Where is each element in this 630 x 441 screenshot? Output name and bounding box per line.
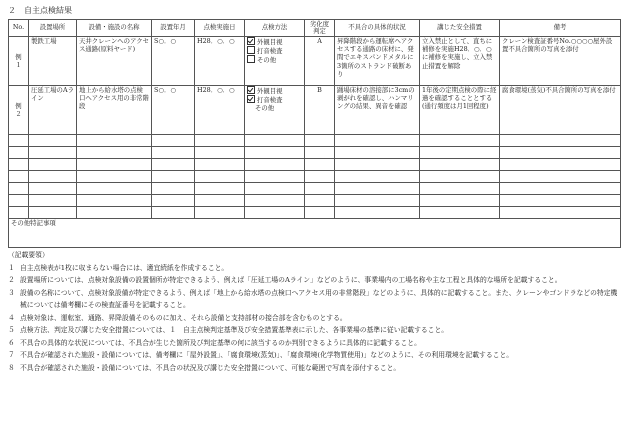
instruction-item: ２ 設置場所については、点検対象設備の設置個所が特定できるよう、例えば「圧延工場のAライン」などのように、事業場内の工場名称や主な工程と具体的な場所を記載すること。 (8, 276, 562, 284)
installed-cell: S○．○ (152, 37, 195, 86)
instruction-item: ４ 点検対象は、運転室、通路、昇降設備そのものに加え、それら設備と支持部材の接合部を含むものとする。 (8, 313, 347, 322)
method-cell (245, 86, 305, 135)
inspection-date-cell: H28．○．○ (195, 37, 245, 86)
method-option: 外観目視 (247, 86, 302, 95)
header-facility: 設備・施設の名称 (77, 20, 152, 37)
header-grade: 劣化度判定 (305, 20, 335, 37)
header-location: 設置場所 (29, 20, 77, 37)
header-inspection-date: 点検実施日 (195, 20, 245, 37)
installed-cell: S○．○ (152, 86, 195, 135)
blank-row (9, 195, 621, 207)
method-option: 打音検査 (247, 95, 302, 104)
facility-cell: 天井クレーンへのアクセス通路(原料ヤード) (77, 37, 152, 86)
location-cell: 圧延工場のAライン (29, 86, 77, 135)
instruction-item: ７ 不具合が確認された施設・設備については、備考欄に「屋外設置」、「腐食環境(蒸気)」、「腐食環境(化学物質使用)」などのように、その利用環境を記載すること。 (8, 351, 514, 359)
instruction-item: ３ 設備の名称について、点検対象設備が特定できるよう、例えば「地上から給水塔の点検口へアクセス用の非常階段」などのように、具体的に記載すること。また、クレーンやゴンドラなどの特定機械については備考欄にその検査証番号を記載すること。 (8, 288, 618, 309)
checkbox-icon[interactable] (247, 55, 255, 63)
header-installed: 設置年月 (152, 20, 195, 37)
instructions-heading: （記載要領） (8, 251, 49, 259)
table-row (9, 86, 621, 135)
method-option: その他 (255, 104, 275, 113)
table-row (9, 37, 621, 86)
instruction-item: １ 自主点検表が1枚に収まらない場合には、適宜続紙を作成すること。 (8, 263, 229, 272)
issue-cell: 踊場床材の溶接部に3cmの剥がれを確認し、ハンマリングの結果、異音を確認 (335, 86, 420, 135)
method-option: 外観目視 (247, 37, 302, 46)
issue-cell: 昇降階段から運転席へアクセスする通路の床材に、発間でエキスパンドメタルに3箇所のストランド破断あり (335, 37, 420, 86)
table-header-row (9, 20, 621, 37)
header-method: 点検方法 (245, 20, 305, 37)
method-cell (245, 37, 305, 86)
grade-cell: B (305, 86, 335, 135)
measure-cell: 1年後の定期点検の際に経過を確認することとする(通行頻度は月1回程度) (420, 86, 500, 135)
blank-row (9, 183, 621, 195)
blank-row (9, 159, 621, 171)
checkbox-icon[interactable] (247, 46, 255, 54)
header-issue: 不具合の具体的状況 (335, 20, 420, 37)
inspection-date-cell: H28．○．○ (195, 86, 245, 135)
section-title: ２ 自主点検結果 (8, 6, 72, 15)
blank-row (9, 207, 621, 219)
remarks-cell: 腐食環境(蒸気)不具合箇所の写真を添付 (500, 86, 621, 135)
other-notes-label: その他特記事項 (11, 219, 56, 227)
row-number: 例 ２ (9, 86, 29, 135)
header-no: No. (9, 20, 29, 37)
row-number: 例 １ (9, 37, 29, 86)
instruction-item: ５ 点検方法、判定及び講じた安全措置については、１ 自主点検判定基準及び安全措置基準表に示した、各事業場の基準に従い記載すること。 (8, 326, 449, 334)
header-remarks: 備考 (500, 20, 621, 37)
instruction-item: ８ 不具合が確認された施設・設備については、不具合の状況及び講じた安全措置について、可能な範囲で写真を添付すること。 (8, 363, 401, 372)
other-notes-cell[interactable] (9, 219, 621, 248)
header-measure: 講じた安全措置 (420, 20, 500, 37)
blank-row (9, 135, 621, 147)
method-option: その他 (247, 55, 302, 64)
facility-cell: 地上から給水塔の点検口へアクセス用の非常階段 (77, 86, 152, 135)
grade-cell: A (305, 37, 335, 86)
method-option: 打音検査 (247, 46, 302, 55)
remarks-cell: クレーン検査証番号No.○○○○屋外設置不具合箇所の写真を添付 (500, 37, 621, 86)
blank-row (9, 147, 621, 159)
checkbox-icon[interactable] (247, 95, 255, 103)
instruction-item: ６ 不具合の具体的な状況については、不具合が生じた箇所及び判定基準の何に該当するのか判別できるように具体的に記載すること。 (8, 338, 421, 347)
other-notes-row (9, 219, 621, 248)
measure-cell: 立入禁止として、直ちに補修を実施H28．○．○に補修を実施し、立入禁止措置を解除 (420, 37, 500, 86)
checkbox-icon[interactable] (247, 86, 255, 94)
inspection-results-table (8, 19, 621, 248)
location-cell: 製鉄工場 (29, 37, 77, 86)
checkbox-icon[interactable] (247, 37, 255, 45)
instructions-section (8, 249, 622, 374)
blank-row (9, 171, 621, 183)
